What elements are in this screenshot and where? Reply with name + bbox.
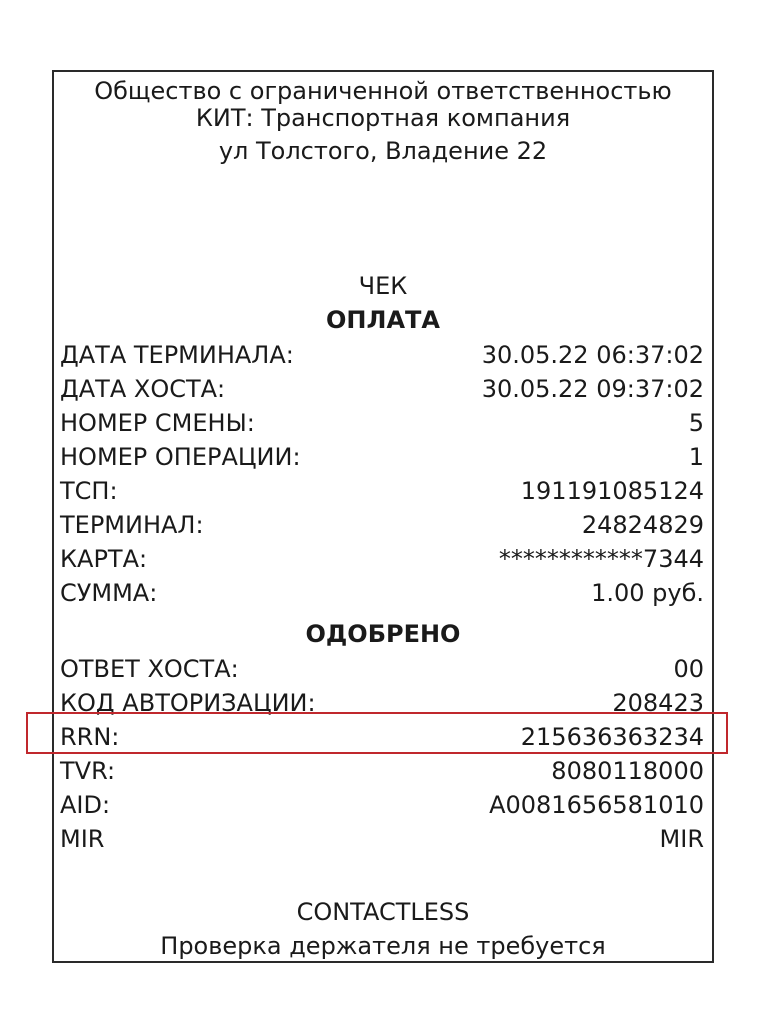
organization-name: Общество с ограниченной ответственностью КИТ: Транспортная компания bbox=[94, 77, 672, 132]
row-host-date bbox=[60, 372, 704, 406]
operation-type: ОПЛАТА bbox=[326, 306, 440, 334]
row-label: НОМЕР ОПЕРАЦИИ: bbox=[60, 443, 301, 471]
row-operation-number bbox=[60, 440, 704, 474]
row-label: RRN: bbox=[60, 723, 120, 751]
contactless-mode: CONTACTLESS bbox=[296, 898, 470, 926]
row-value: 1.00 руб. bbox=[591, 579, 704, 607]
row-value: 215636363234 bbox=[520, 723, 704, 751]
cardholder-verification-note: Проверка держателя не требуется bbox=[160, 932, 606, 960]
row-value: 208423 bbox=[612, 689, 704, 717]
row-label: НОМЕР СМЕНЫ: bbox=[60, 409, 255, 437]
receipt-title: ЧЕК bbox=[358, 272, 408, 300]
row-merchant bbox=[60, 474, 704, 508]
row-value: 30.05.22 09:37:02 bbox=[481, 375, 704, 403]
row-value: A0081656581010 bbox=[489, 791, 704, 819]
row-label: КАРТА: bbox=[60, 545, 148, 573]
row-value: 5 bbox=[688, 409, 704, 437]
row-value: ************7344 bbox=[498, 545, 704, 573]
row-label: AID: bbox=[60, 791, 111, 819]
row-label: ДАТА ТЕРМИНАЛА: bbox=[60, 341, 294, 369]
row-terminal bbox=[60, 508, 704, 542]
row-tvr bbox=[60, 754, 704, 788]
row-value: 1 bbox=[688, 443, 704, 471]
row-value: MIR bbox=[659, 825, 704, 853]
row-label: ОТВЕТ ХОСТА: bbox=[60, 655, 239, 683]
row-value: 00 bbox=[673, 655, 704, 683]
row-host-response bbox=[60, 652, 704, 686]
row-card bbox=[60, 542, 704, 576]
row-label: TVR: bbox=[60, 757, 116, 785]
row-aid bbox=[60, 788, 704, 822]
row-value: 30.05.22 06:37:02 bbox=[481, 341, 704, 369]
row-label: ДАТА ХОСТА: bbox=[60, 375, 226, 403]
row-label: ТЕРМИНАЛ: bbox=[60, 511, 204, 539]
row-label: ТСП: bbox=[60, 477, 118, 505]
row-value: 8080118000 bbox=[551, 757, 704, 785]
receipt bbox=[52, 70, 714, 963]
row-shift-number bbox=[60, 406, 704, 440]
row-terminal-date bbox=[60, 338, 704, 372]
row-label: СУММА: bbox=[60, 579, 158, 607]
row-value: 24824829 bbox=[581, 511, 704, 539]
row-value: 191191085124 bbox=[520, 477, 704, 505]
row-label: MIR bbox=[60, 825, 105, 853]
rrn-highlight-box bbox=[26, 712, 728, 754]
organization-address: ул Толстого, Владение 22 bbox=[218, 137, 548, 165]
row-payment-system bbox=[60, 822, 704, 856]
receipt-header bbox=[54, 78, 712, 165]
approval-status: ОДОБРЕНО bbox=[305, 620, 461, 648]
row-amount bbox=[60, 576, 704, 610]
row-label: КОД АВТОРИЗАЦИИ: bbox=[60, 689, 316, 717]
